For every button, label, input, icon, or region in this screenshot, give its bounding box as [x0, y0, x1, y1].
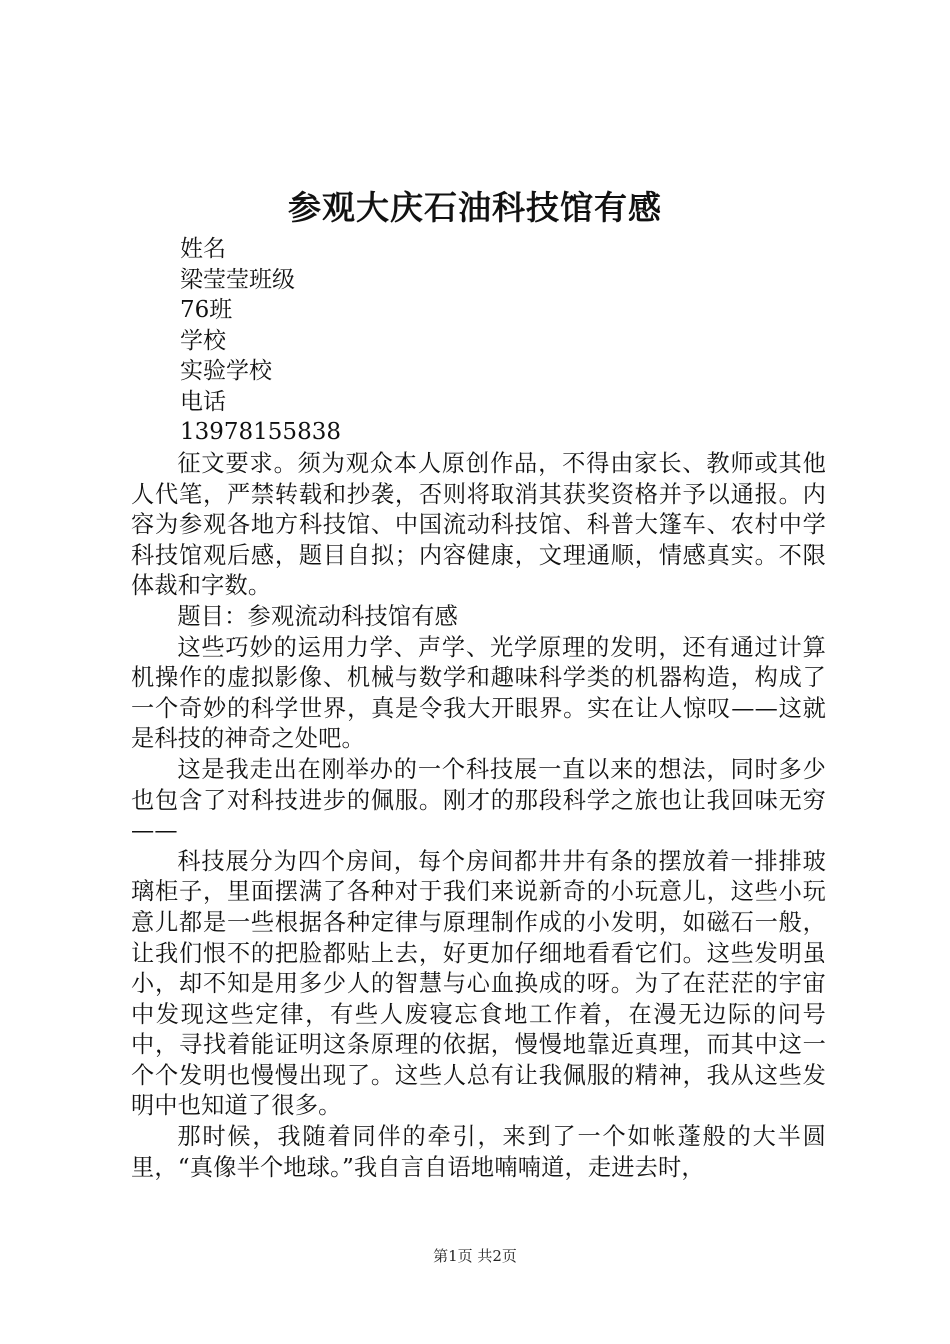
document-body [131, 449, 826, 1183]
document-title: 参观大庆石油科技馆有感 [288, 188, 662, 227]
meta-line: 学校 [180, 327, 226, 354]
meta-line: 13978155838 [180, 419, 341, 445]
page-number-footer: 第1页 共2页 [433, 1247, 517, 1265]
paragraph-topic: 题目：参观流动科技馆有感 [177, 602, 459, 630]
meta-line: 实验学校 [180, 358, 272, 384]
author-info [180, 234, 740, 448]
paragraph: 这些巧妙的运用力学、声学、光学原理的发明，还有通过计算机操作的虚拟影像、机械与数学和趣味科学类的机器构造，构成了一个奇妙的科学世界，真是令我大开眼界。实在让人惊叹——这就是科技的神奇之处吧。 [131, 633, 826, 753]
paragraph: 这是我走出在刚举办的一个科技展一直以来的想法，同时多少也包含了对科技进步的佩服。刚才的那段科学之旅也让我回味无穷—— [131, 755, 826, 845]
meta-line: 姓名 [180, 236, 226, 262]
paragraph-requirements: 征文要求。须为观众本人原创作品，不得由家长、教师或其他人代笔，严禁转载和抄袭，否则将取消其获奖资格并予以通报。内容为参观各地方科技馆、中国流动科技馆、科普大篷车、农村中学科技馆观后感，题目自拟；内容健康，文理通顺，情感真实。不限体裁和字数。 [131, 450, 826, 600]
meta-line: 梁莹莹班级 [180, 266, 295, 293]
paragraph: 科技展分为四个房间，每个房间都井井有条的摆放着一排排玻璃柜子，里面摆满了各种对于我们来说新奇的小玩意儿，这些小玩意儿都是一些根据各种定律与原理制作成的小发明，如磁石一般，让我们恨不的把脸都贴上去，好更加仔细地看看它们。这些发明虽小，却不知是用多少人的智慧与心血换成的呀。为了在茫茫的宇宙中发现这些定律，有些人废寝忘食地工作着，在漫无边际的问号中，寻找着能证明这条原理的依据，慢慢地靠近真理，而其中这一个个发明也慢慢出现了。这些人总有让我佩服的精神，我从这些发明中也知道了很多。 [131, 847, 826, 1120]
meta-line: 76班 [180, 297, 233, 323]
paragraph: 那时候，我随着同伴的牵引，来到了一个如帐蓬般的大半圆里，“真像半个地球。”我自言自语地喃喃道，走进去时， [131, 1123, 826, 1181]
meta-line: 电话 [180, 388, 226, 415]
